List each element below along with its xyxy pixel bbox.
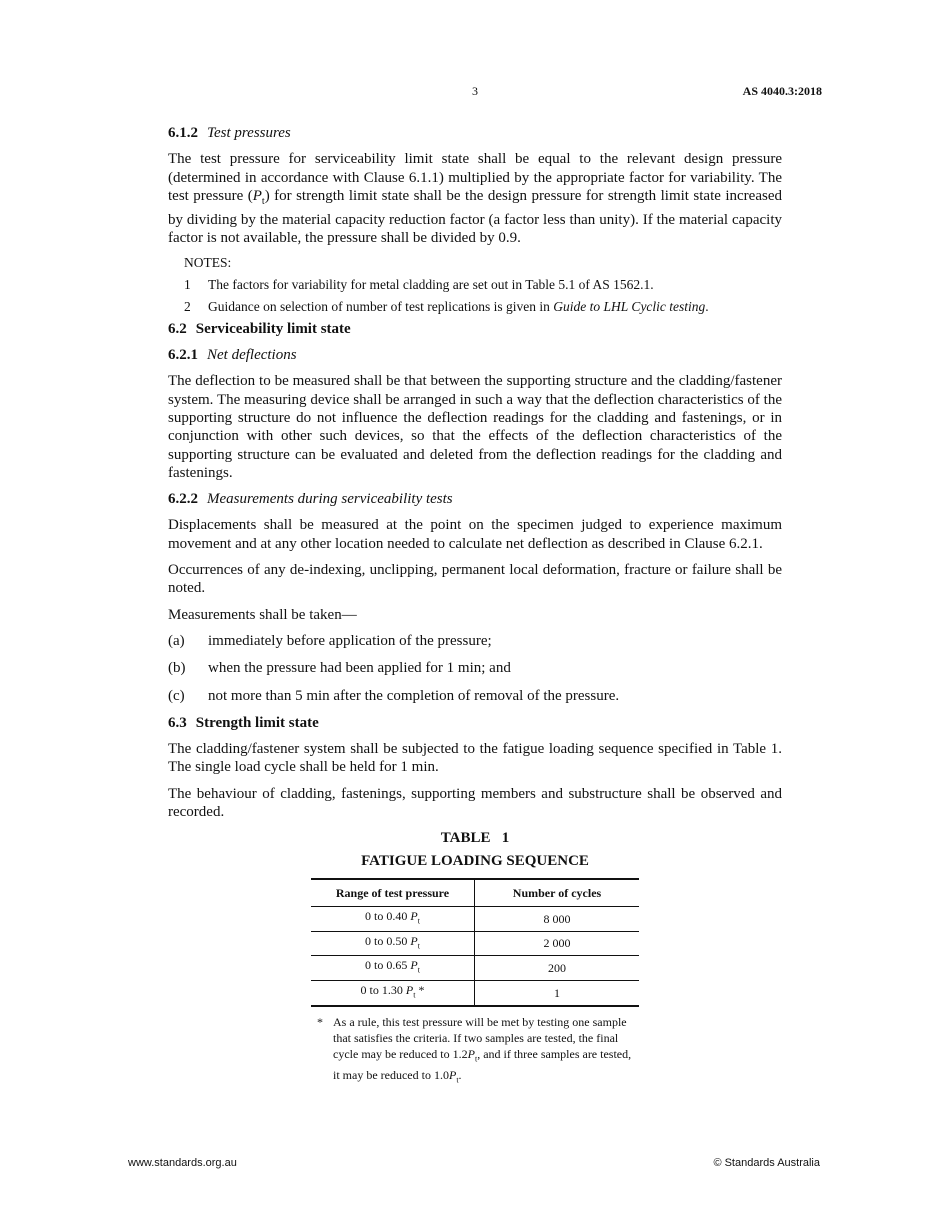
section-6-3-heading	[168, 714, 782, 732]
note-item: 2 Guidance on selection of number of test replications is given in Guide to LHL Cyclic testing.	[184, 298, 709, 314]
clause-title: Net deflections	[207, 347, 297, 364]
document-id: AS 4040.3:2018	[742, 84, 822, 98]
paragraph: The behaviour of cladding, fastenings, supporting members and substructure shall be observed and recorded.	[168, 785, 782, 821]
table-cell: 0 to 1.30 $P_t$ *	[311, 980, 475, 1005]
table-1	[311, 829, 639, 1088]
column-header: Range of test pressure	[311, 879, 475, 907]
list-item: (c) not more than 5 min after the completion of removal of the pressure.	[168, 687, 620, 704]
clause-number: 6.1.2	[168, 125, 198, 141]
clause-6-2-1-paragraph: The deflection to be measured shall be that between the supporting structure and the cladding/fastener system. The measuring device shall be arranged in such a way that the deflection characteristics of the supporting structure do not influence the deflection readings for the cladding and fastenings, or in conjunction with other such devices, so that the effects of the deflection characteristics of the supporting structure can be evaluated and deleted from the deflection readings for the cladding and fastenings.	[168, 373, 782, 481]
column-header: Number of cycles	[512, 885, 602, 900]
table-row	[311, 980, 639, 1005]
fatigue-loading-table	[311, 878, 639, 1007]
page-number: 3	[472, 84, 478, 98]
notes-title: NOTES:	[184, 254, 232, 270]
paragraph: Occurrences of any de-indexing, unclipping, permanent local deformation, fracture or failure shall be noted.	[168, 562, 782, 597]
note-item: 1 The factors for variability for metal cladding are set out in Table 5.1 of AS 1562.1.	[184, 276, 654, 292]
section-title: Strength limit state	[195, 714, 319, 731]
section-number: 6.2	[168, 320, 187, 337]
table-cell: 200	[548, 960, 566, 975]
list-item: (b) when the pressure had been applied for 1 min; and	[168, 660, 511, 677]
clause-6-1-2-paragraph: The test pressure for serviceability limit state shall be equal to the relevant design pressure (determined in accordance with Clause 6.1.1) multiplied by the appropriate factor for variability. The test pressure $(P_t)$ for strength limit state shall be the design pressure for strength limit state increased by dividing by the material capacity reduction factor (a factor less than unity). If the material capacity factor is not available, the pressure shall be divided by 0.9.	[168, 151, 782, 247]
table-header-row	[311, 879, 639, 907]
table-label: TABLE 1	[440, 830, 510, 847]
table-row	[311, 931, 639, 956]
table-cell: 0 to 0.65 $P_t$	[311, 956, 475, 981]
page-content	[168, 124, 782, 1088]
clause-6-1-2-heading	[168, 124, 782, 142]
footer-copyright: © Standards Australia	[713, 1157, 820, 1169]
paragraph: Displacements shall be measured at the point on the specimen judged to experience maximum movement and at any other location needed to calculate net deflection as described in Clause 6.2.1.	[168, 517, 782, 552]
paragraph: Measurements shall be taken—	[168, 606, 357, 623]
clause-6-2-1-heading	[168, 346, 782, 364]
table-cell: 0 to 0.50 $P_t$	[311, 931, 475, 956]
table-cell: 0 to 0.40 $P_t$	[311, 906, 475, 931]
table-cell: 1	[554, 985, 560, 1000]
footer-website: www.standards.org.au	[128, 1157, 237, 1169]
list-item: (a) immediately before application of the pressure;	[168, 632, 492, 649]
section-6-2-heading	[168, 320, 782, 338]
paragraph: The cladding/fastener system shall be subjected to the fatigue loading sequence specified in Table 1. The single load cycle shall be held for 1 min.	[168, 741, 782, 776]
clause-title: Measurements during serviceability tests	[207, 491, 453, 508]
clause-6-2-2-heading	[168, 490, 782, 508]
table-caption: FATIGUE LOADING SEQUENCE	[361, 852, 589, 869]
table-footnote: * As a rule, this test pressure will be met by testing one sample that satisfies the criteria. If two samples are tested, the final cycle may be reduced to $1.2P_t$, and if three samples are tested, it may be reduced to $1.0P_t$.	[317, 1014, 632, 1085]
clause-number: 6.2.2	[168, 491, 198, 508]
section-number: 6.3	[168, 714, 187, 731]
clause-number: 6.2.1	[168, 347, 198, 364]
table-cell: 8 000	[543, 911, 571, 926]
clause-title: Test pressures	[207, 125, 291, 141]
table-row	[311, 906, 639, 931]
table-cell: 2 000	[543, 936, 571, 951]
section-title: Serviceability limit state	[195, 320, 351, 337]
table-row	[311, 956, 639, 981]
